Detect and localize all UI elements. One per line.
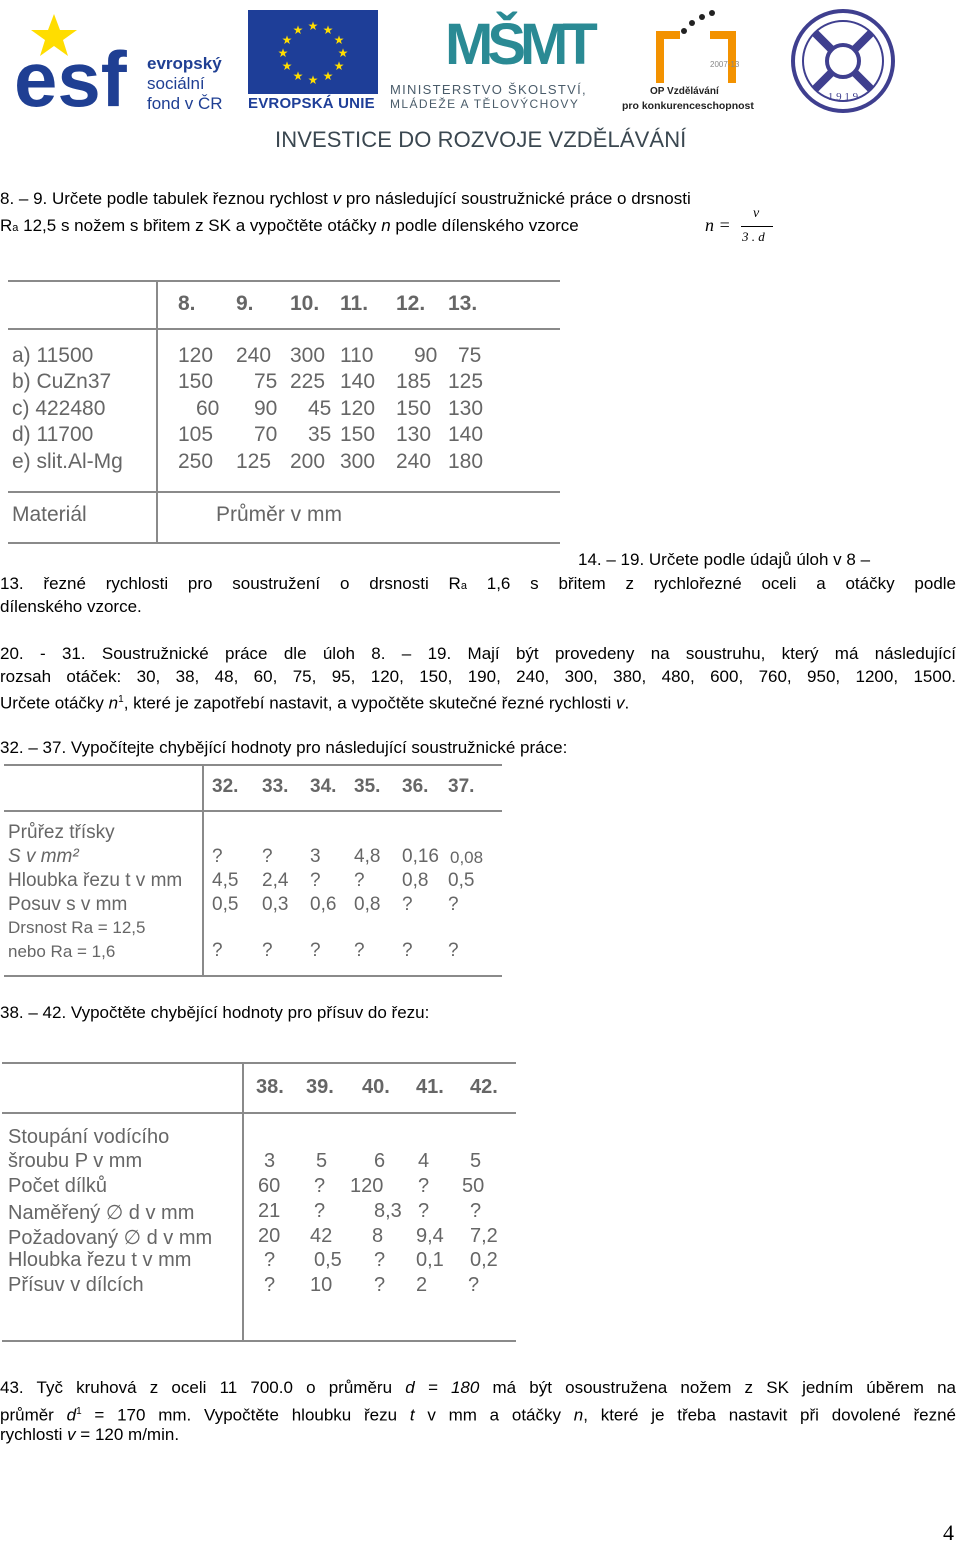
op-line-2: pro konkurenceschopnost xyxy=(622,100,754,112)
formula-denominator: 3 . d xyxy=(742,229,765,244)
table-cell: 150 xyxy=(340,423,376,446)
table-cell: ? xyxy=(468,1274,480,1296)
svg-text:★: ★ xyxy=(307,19,319,33)
svg-text:★: ★ xyxy=(333,33,345,47)
table-cell: 60 xyxy=(258,1175,281,1197)
table-rule xyxy=(8,491,560,493)
table-cell: 200 xyxy=(290,450,326,473)
table-rule xyxy=(8,328,560,330)
task-43-text-b: má být osoustružena nožem z SK jedním úběrem na xyxy=(479,1378,956,1397)
table-cell: 60 xyxy=(196,397,220,420)
table-cell: 7,2 xyxy=(470,1225,498,1247)
table-cell: 75 xyxy=(458,344,482,367)
task-8-13-line-2 xyxy=(0,214,956,240)
table-cell: 0,2 xyxy=(470,1249,498,1271)
row-label: Naměřený ∅ d v mm xyxy=(8,1202,195,1224)
table-cell: 0,6 xyxy=(310,894,337,915)
page-number: 4 xyxy=(943,1520,954,1545)
table-cell: 4 xyxy=(418,1150,430,1172)
table-cell: 3 xyxy=(264,1150,276,1172)
table-cell: 130 xyxy=(396,423,432,446)
table-cell: 180 xyxy=(448,450,484,473)
table-cell: 120 xyxy=(350,1175,384,1197)
table-cell: 20 xyxy=(258,1225,281,1247)
task-14-19-text-b: 1,6 s břitem z rychlořezné oceli a otáčky podle xyxy=(466,574,957,593)
table-cell: 42 xyxy=(310,1225,333,1247)
table-cell: 5 xyxy=(470,1150,482,1172)
table-cell: 10 xyxy=(310,1274,333,1296)
svg-text:1 9 1 9: 1 9 1 9 xyxy=(827,91,859,103)
table-cell: 110 xyxy=(340,344,374,367)
task-20-31-line-2: rozsah otáček: 30, 38, 48, 60, 75, 95, 120, 150, 190, 240, 300, 380, 480, 600, 760, 950, 1200, 1500. xyxy=(0,667,956,686)
table-cell: 45 xyxy=(308,397,332,420)
table-chip-section xyxy=(0,764,504,980)
table-cell: 8,3 xyxy=(374,1200,402,1222)
table-cell: ? xyxy=(374,1274,386,1296)
table-cell: 0,5 xyxy=(314,1249,342,1271)
column-header: 8. xyxy=(178,292,196,315)
table-cell: ? xyxy=(264,1274,276,1296)
table-infeed xyxy=(0,1060,520,1345)
esf-line-3: fond v ČR xyxy=(147,94,223,113)
task-14-19-text-a: 13. řezné rychlosti pro soustružení o drsnosti R xyxy=(0,574,461,593)
ra-subscript: a xyxy=(12,222,19,234)
row-label: Hloubka řezu t v mm xyxy=(8,1249,192,1271)
task-43-line-1 xyxy=(0,1376,956,1399)
table-rule xyxy=(8,542,560,544)
material-label: b) CuZn37 xyxy=(12,370,112,393)
task-43-text-a: 43. Tyč kruhová z oceli 11 700.0 o průměru xyxy=(0,1378,406,1397)
column-header: 39. xyxy=(306,1076,334,1098)
table-cell: 185 xyxy=(396,370,432,393)
table-rule xyxy=(2,1112,516,1114)
column-header: 12. xyxy=(396,292,426,315)
msmt-line-1: MINISTERSTVO ŠKOLSTVÍ, xyxy=(390,82,587,97)
column-header: 35. xyxy=(354,776,381,797)
column-header: 37. xyxy=(448,776,475,797)
column-header: 41. xyxy=(416,1076,444,1098)
column-header: 9. xyxy=(236,292,254,315)
table-cell: 0,8 xyxy=(402,870,429,891)
task-14-19-line-3: dílenského vzorce. xyxy=(0,597,142,616)
table-cell: 130 xyxy=(448,397,484,420)
table-cell: ? xyxy=(262,846,273,867)
table-cell: 4,5 xyxy=(212,870,239,891)
svg-text:2007-13: 2007-13 xyxy=(710,60,740,69)
row-label: Přísuv v dílcích xyxy=(8,1274,144,1296)
esf-line-1: evropský xyxy=(147,54,222,73)
table-divider xyxy=(202,764,204,976)
material-label: c) 422480 xyxy=(12,397,106,420)
svg-text:★: ★ xyxy=(277,46,289,60)
row-label: Počet dílků xyxy=(8,1175,107,1197)
task-8-13-text-c: 12,5 s nožem s břitem z SK a vypočtěte otáčky xyxy=(18,216,382,235)
table-cell: 240 xyxy=(236,344,272,367)
task-32-37-title: 32. – 37. Vypočítejte chybějící hodnoty pro následující soustružnické práce: xyxy=(0,738,568,757)
var-t: t xyxy=(409,1405,415,1425)
svg-text:MŠMT: MŠMT xyxy=(445,12,592,77)
eu-label: EVROPSKÁ UNIE xyxy=(248,95,375,112)
table-cell: 140 xyxy=(448,423,484,446)
table-cell: 120 xyxy=(178,344,214,367)
esf-logo-icon xyxy=(14,8,140,123)
svg-text:esf: esf xyxy=(14,35,127,123)
table-cell: ? xyxy=(448,940,459,961)
table-cell: ? xyxy=(418,1200,430,1222)
task-8-13-text-d: podle dílenského vzorce xyxy=(390,216,579,235)
table-rule xyxy=(2,1340,516,1342)
column-header: 42. xyxy=(470,1076,498,1098)
task-20-31-text-b: , které je zapotřebí nastavit, a vypočtěte skutečné řezné rychlosti xyxy=(123,693,616,713)
table-cell: 90 xyxy=(254,397,278,420)
eu-flag-icon xyxy=(248,10,378,94)
table-rule xyxy=(4,764,502,766)
material-label: e) slit.Al-Mg xyxy=(12,450,123,473)
ra-subscript: a xyxy=(460,580,467,592)
table-cell: 70 xyxy=(254,423,278,446)
table-cell: ? xyxy=(310,940,321,961)
column-header: 34. xyxy=(310,776,337,797)
column-header: 11. xyxy=(340,292,369,315)
var-d: d = 180 xyxy=(405,1378,480,1397)
task-43-text-d: = 170 mm. Vypočtěte hloubku řezu xyxy=(81,1405,410,1425)
table-cell: 4,8 xyxy=(354,846,381,867)
column-header: 36. xyxy=(402,776,429,797)
table-cutting-speed xyxy=(0,270,562,545)
table-cell: ? xyxy=(314,1175,326,1197)
material-label: a) 11500 xyxy=(12,344,94,367)
task-43-text-h: = 120 m/min. xyxy=(75,1425,180,1444)
superscript: 1 xyxy=(118,694,124,705)
task-20-31-line-1: 20. - 31. Soustružnické práce dle úloh 8. – 19. Mají být provedeny na soustruhu, který má následující xyxy=(0,644,956,663)
column-header: 40. xyxy=(362,1076,390,1098)
table-cell: 2 xyxy=(416,1274,428,1296)
table-cell: 2,4 xyxy=(262,870,289,891)
material-label: d) 11700 xyxy=(12,423,94,446)
table-rule xyxy=(4,810,502,812)
task-8-13-text-a: 8. – 9. Určete podle tabulek řeznou rychlost xyxy=(0,189,333,208)
column-header: 38. xyxy=(256,1076,284,1098)
task-43-line-3 xyxy=(0,1423,956,1446)
table-cell: 50 xyxy=(462,1175,485,1197)
footer-diameter: Průměr v mm xyxy=(216,503,342,526)
table-cell: ? xyxy=(374,1249,386,1271)
footer-material: Materiál xyxy=(12,503,87,526)
task-43-text-e: v mm a otáčky xyxy=(414,1405,574,1425)
table-cell: 125 xyxy=(236,450,272,473)
table-cell: 35 xyxy=(308,423,332,446)
table-cell: 5 xyxy=(316,1150,328,1172)
table-cell: 140 xyxy=(340,370,376,393)
table-cell: ? xyxy=(264,1249,276,1271)
task-20-31-text-a: Určete otáčky xyxy=(0,693,109,713)
table-cell: ? xyxy=(262,940,273,961)
svg-text:★: ★ xyxy=(322,23,334,37)
esf-text xyxy=(147,54,223,114)
row-label: Hloubka řezu t v mm xyxy=(8,870,183,891)
msmt-logo-icon xyxy=(445,8,592,77)
var-v: v xyxy=(616,693,625,713)
investice-slogan: INVESTICE DO ROZVOJE VZDĚLÁVÁNÍ xyxy=(275,127,687,152)
msmt-line-2: MLÁDEŽE A TĚLOVÝCHOVY xyxy=(390,97,580,111)
table-cell: 0,5 xyxy=(448,870,475,891)
svg-text:★: ★ xyxy=(307,73,319,87)
table-cell: 0,5 xyxy=(212,894,239,915)
table-cell: ? xyxy=(212,940,223,961)
table-cell: ? xyxy=(310,870,321,891)
task-20-31-text-c: . xyxy=(624,693,630,713)
task-20-31-line-3 xyxy=(0,688,956,715)
task-43-text-f: , které je třeba nastavit při dovolené řezné xyxy=(583,1405,956,1425)
table-cell: 150 xyxy=(396,397,432,420)
table-cell: ? xyxy=(402,940,413,961)
table-cell: 300 xyxy=(340,450,376,473)
table-cell: 105 xyxy=(178,423,214,446)
table-cell: 8 xyxy=(372,1225,384,1247)
table-cell: 3 xyxy=(310,846,321,867)
table-rule xyxy=(4,975,502,977)
row-label: šroubu P v mm xyxy=(8,1150,143,1172)
task-8-13-var-v: v xyxy=(332,189,342,208)
table-cell: ? xyxy=(448,894,459,915)
row-label: Drsnost Ra = 12,5 xyxy=(8,918,146,937)
row-label: nebo Ra = 1,6 xyxy=(8,942,116,961)
table-cell: ? xyxy=(354,940,365,961)
table-cell: 21 xyxy=(258,1200,281,1222)
table-cell: ? xyxy=(418,1175,430,1197)
svg-text:★: ★ xyxy=(281,33,293,47)
row-label: Posuv s v mm xyxy=(8,894,128,915)
school-seal-icon xyxy=(790,8,896,114)
svg-text:★: ★ xyxy=(281,59,293,73)
task-43-text-c: průměr xyxy=(0,1405,67,1425)
table-cell: 240 xyxy=(396,450,432,473)
column-header: 33. xyxy=(262,776,289,797)
row-label: Průřez třísky xyxy=(8,822,115,843)
svg-text:★: ★ xyxy=(292,23,304,37)
table-rule xyxy=(8,280,560,282)
column-header: 32. xyxy=(212,776,239,797)
row-label: S v mm² xyxy=(8,846,79,867)
table-cell: 125 xyxy=(448,370,484,393)
table-cell: 225 xyxy=(290,370,326,393)
table-cell: ? xyxy=(354,870,365,891)
table-cell: ? xyxy=(402,894,413,915)
table-cell: 300 xyxy=(290,344,326,367)
superscript: 1 xyxy=(76,1406,82,1417)
svg-text:★: ★ xyxy=(333,59,345,73)
task-14-19-line-1: 14. – 19. Určete podle údajů úloh v 8 – xyxy=(578,550,871,569)
task-8-13-var-n: n xyxy=(381,216,391,235)
formula-numerator: v xyxy=(753,206,760,221)
task-38-42-title: 38. – 42. Vypočtěte chybějící hodnoty pro přísuv do řezu: xyxy=(0,1003,430,1022)
ra-symbol: R xyxy=(0,216,13,235)
svg-text:★: ★ xyxy=(322,69,334,83)
table-cell: 0,16 xyxy=(402,846,439,867)
table-cell: 0,1 xyxy=(416,1249,444,1271)
table-cell: 0,3 xyxy=(262,894,289,915)
svg-text:★: ★ xyxy=(337,46,349,60)
row-label: Stoupání vodícího xyxy=(8,1126,170,1148)
table-cell: 75 xyxy=(254,370,278,393)
formula-fraction-bar xyxy=(741,226,773,227)
table-cell: ? xyxy=(212,846,223,867)
column-header: 10. xyxy=(290,292,320,315)
table-divider xyxy=(242,1062,244,1341)
table-cell: ? xyxy=(470,1200,482,1222)
task-8-13-line-1 xyxy=(0,187,956,210)
task-43-text-g: rychlosti xyxy=(0,1425,68,1444)
var-d1: d xyxy=(66,1405,77,1425)
task-8-13-text-b: pro následující soustružnické práce o drsnosti xyxy=(341,189,691,208)
table-cell: 0,8 xyxy=(354,894,381,915)
svg-text:★: ★ xyxy=(292,69,304,83)
table-cell: 0,08 xyxy=(450,848,484,867)
table-cell: 90 xyxy=(414,344,438,367)
var-n: n xyxy=(573,1405,584,1425)
table-cell: 150 xyxy=(178,370,214,393)
table-divider xyxy=(156,280,158,543)
formula-lhs: n = xyxy=(705,215,731,235)
esf-line-2: sociální xyxy=(147,74,205,93)
table-cell: ? xyxy=(314,1200,326,1222)
op-logo-icon xyxy=(650,5,740,85)
table-cell: 6 xyxy=(374,1150,386,1172)
table-cell: 250 xyxy=(178,450,214,473)
table-cell: 120 xyxy=(340,397,376,420)
op-line-1: OP Vzdělávání xyxy=(650,86,719,97)
var-n: n xyxy=(108,693,119,713)
table-rule xyxy=(2,1062,516,1064)
row-label: Požadovaný ∅ d v mm xyxy=(8,1227,213,1249)
column-header: 13. xyxy=(448,292,478,315)
var-v: v xyxy=(67,1425,76,1444)
table-cell: 9,4 xyxy=(416,1225,444,1247)
